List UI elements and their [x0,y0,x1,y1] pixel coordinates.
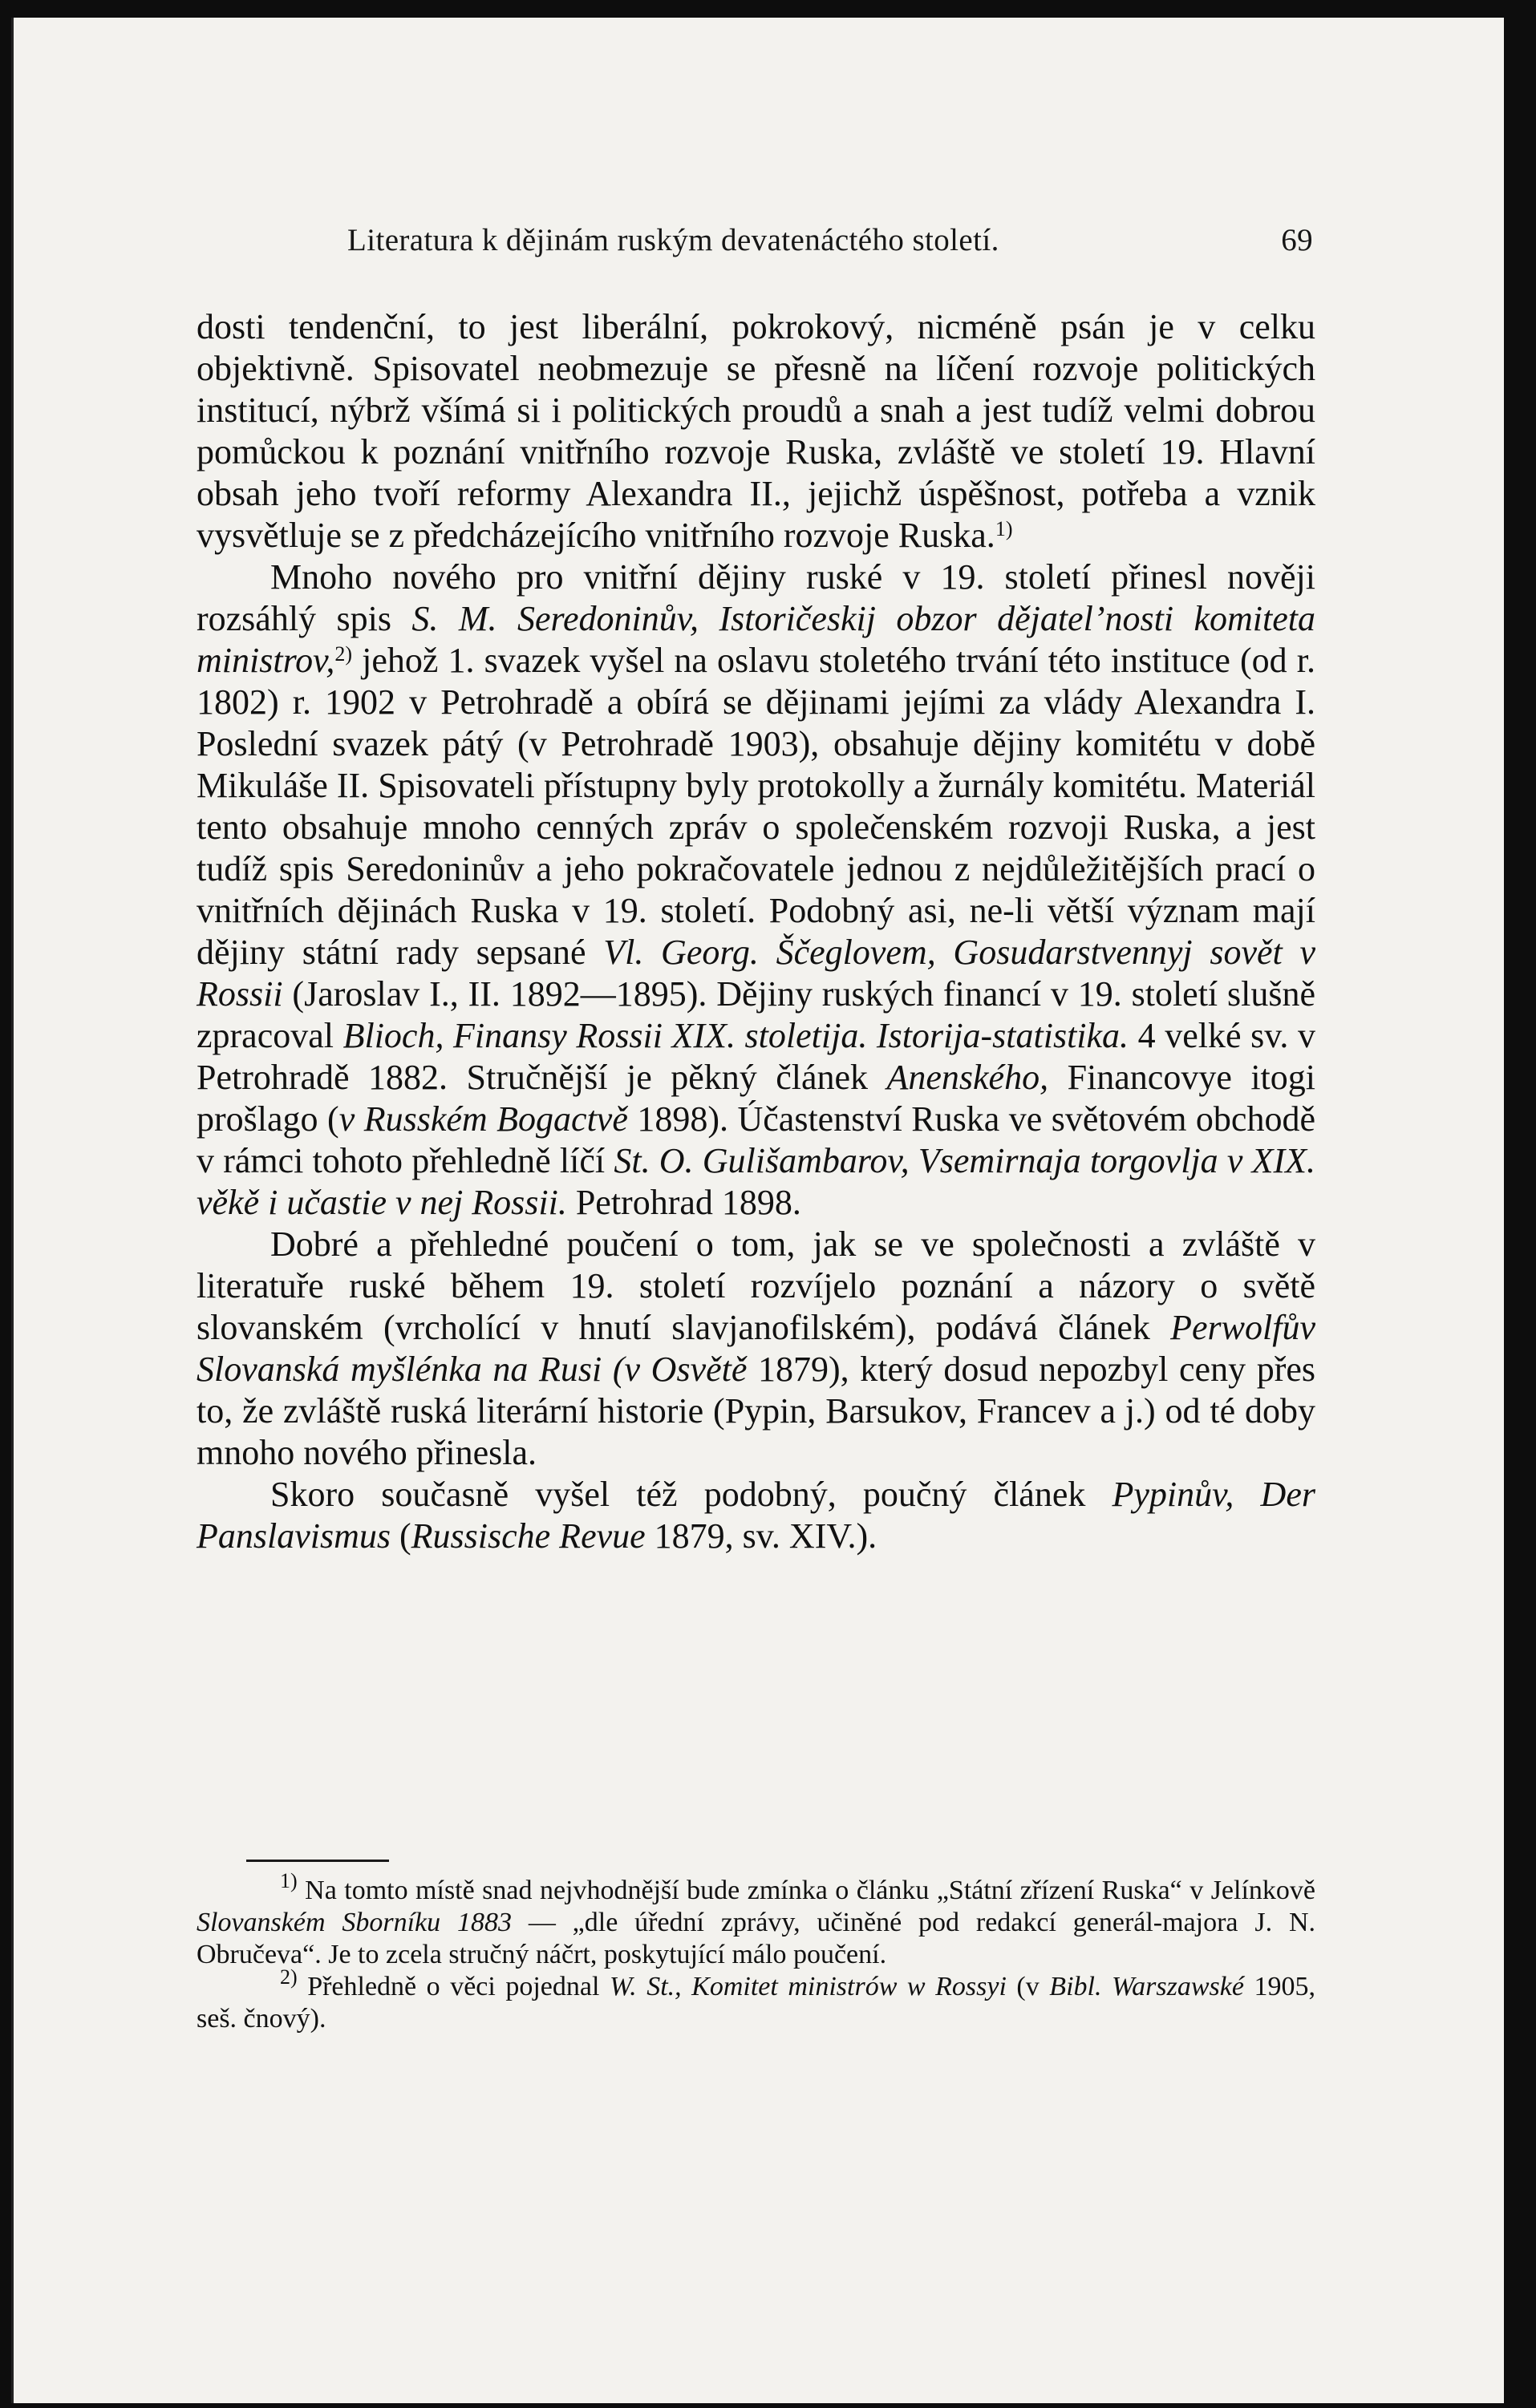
text-run: (v [1006,1972,1050,2001]
footnotes [197,1869,1316,2035]
text-run: Na tomto místě snad nejvhodnější bude zmínka o článku „Státní zřízení Ruska“ v Jelínkově [297,1876,1315,1905]
citation: Slovanském Sborníku 1883 [197,1908,512,1937]
text-run: 1905, seš. čnový). [197,1972,1316,2034]
citation: St. O. Gulišambarov, Vsemirnaja torgovlja v XIX. věkě i učastie v nej Rossii. [197,1141,1315,1222]
text-run: 1879), který dosud nepozbyl ceny přes to, že zvláště ruská literární historie (Pypin, Barsukov, Francev a j.) od té doby mnoho nového přinesla. [197,1350,1316,1472]
footnote-mark: 1) [280,1869,298,1892]
citation: Perwolfův Slovanská myšlénka na Rusi (v Osvětě [197,1308,1315,1389]
citation: Anenského, [886,1058,1049,1097]
text-run: jehož 1. svazek vyšel na oslavu stoletého trvání této instituce (od r. 1802) r. 1902 v Petrohradě a obírá se dějinami jejími za vlády Alexandra I. Poslední svazek pátý (v Petrohradě 1903), obsahuje dějiny komitétu v době Mikuláše II. Spisovateli přístupny byly protokolly a žurnály komitétu. Materiál tento obsahuje mnoho cenných zpráv o společenském rozvoji Ruska, a jest tudíž spis Seredoninův a jeho pokračovatele jednou z nejdůležitějších prací o vnitřních dějinách Ruska v 19. století. Podobný asi, ne-li větší význam mají dějiny státní rady sepsané [197,641,1315,972]
book-page [11,18,1504,2403]
text-run: ( [391,1516,411,1556]
citation: S. M. Seredoninův, Istoričeskij obzor dějatel’nosti komiteta ministrov, [197,599,1315,680]
footnote-divider [246,1860,389,1862]
citation: Pypinův, Der Panslavismus [197,1475,1315,1556]
page-number: 69 [1281,223,1313,257]
text-run: Mnoho nového pro vnitřní dějiny ruské v 19. století přinesl nověji rozsáhlý spis [197,557,1315,638]
main-text [197,306,1315,1557]
text-run: dosti tendenční, to jest liberální, pokrokový, nicméně psán je v celku objektivně. Spisovatel neobmezuje se přesně na líčení rozvoje politických institucí, nýbrž všímá si i politických proudů a snah a jest tudíž velmi dobrou pomůckou k poznání vnitřního rozvoje Ruska, zvláště ve století 19. Hlavní obsah jeho tvoří reformy Alexandra II., jejichž úspěšnost, potřeba a vznik vysvětluje se z předcházejícího vnitřního rozvoje Ruska. [197,307,1315,555]
footnote-ref: 1) [995,517,1013,540]
citation: W. St., Komitet ministrów w Rossyi [609,1972,1007,2001]
citation: v Rusském Bogactvě [338,1099,628,1139]
citation: Russische Revue [411,1516,646,1556]
footnote [197,1869,1315,1971]
footnote [197,1965,1316,2035]
text-run: 4 velké sv. v Petrohradě 1882. Stručnější je pěkný článek [197,1016,1315,1097]
text-run: — „dle úřední zprávy, učiněné pod redakcí generál-majora J. N. Obručeva“. Je to zcela stručný náčrt, poskytující málo poučení. [197,1908,1315,1969]
citation: Bibl. Warszawské [1049,1972,1244,2001]
paragraph [197,306,1315,556]
footnote-mark: 2) [280,1965,298,1989]
citation: Blioch, Finansy Rossii XIX. stoletija. Istorija-statistika. [342,1016,1129,1055]
text-run: Financovye itogi prošlago ( [197,1058,1315,1139]
text-run: Skoro současně vyšel též podobný, poučný článek [270,1475,1112,1514]
text-run: Dobré a přehledné poučení o tom, jak se ve společnosti a zvláště v literatuře ruské během 19. století rozvíjelo poznání a názory o světě slovanském (vrcholící v hnutí slavjanofilském), podává článek [197,1224,1315,1347]
paragraph [197,556,1315,1224]
text-run: (Jaroslav I., II. 1892—1895). Dějiny ruských financí v 19. století slušně zpracoval [197,974,1315,1055]
text-run: Přehledně o věci pojednal [297,1972,610,2001]
text-run: 1879, sv. XIV.). [645,1516,877,1556]
citation: Vl. Georg. Ščeglovem, Gosudarstvennyj sovět v Rossii [197,933,1315,1014]
text-run: 1898). Účastenství Ruska ve světovém obchodě v rámci tohoto přehledně líčí [197,1099,1315,1180]
running-title: Literatura k dějinám ruským devatenáctého století. [347,223,999,257]
text-run: Petrohrad 1898. [566,1183,801,1222]
paragraph [197,1224,1315,1474]
footnote-ref: 2) [334,642,352,666]
paragraph [197,1474,1315,1557]
